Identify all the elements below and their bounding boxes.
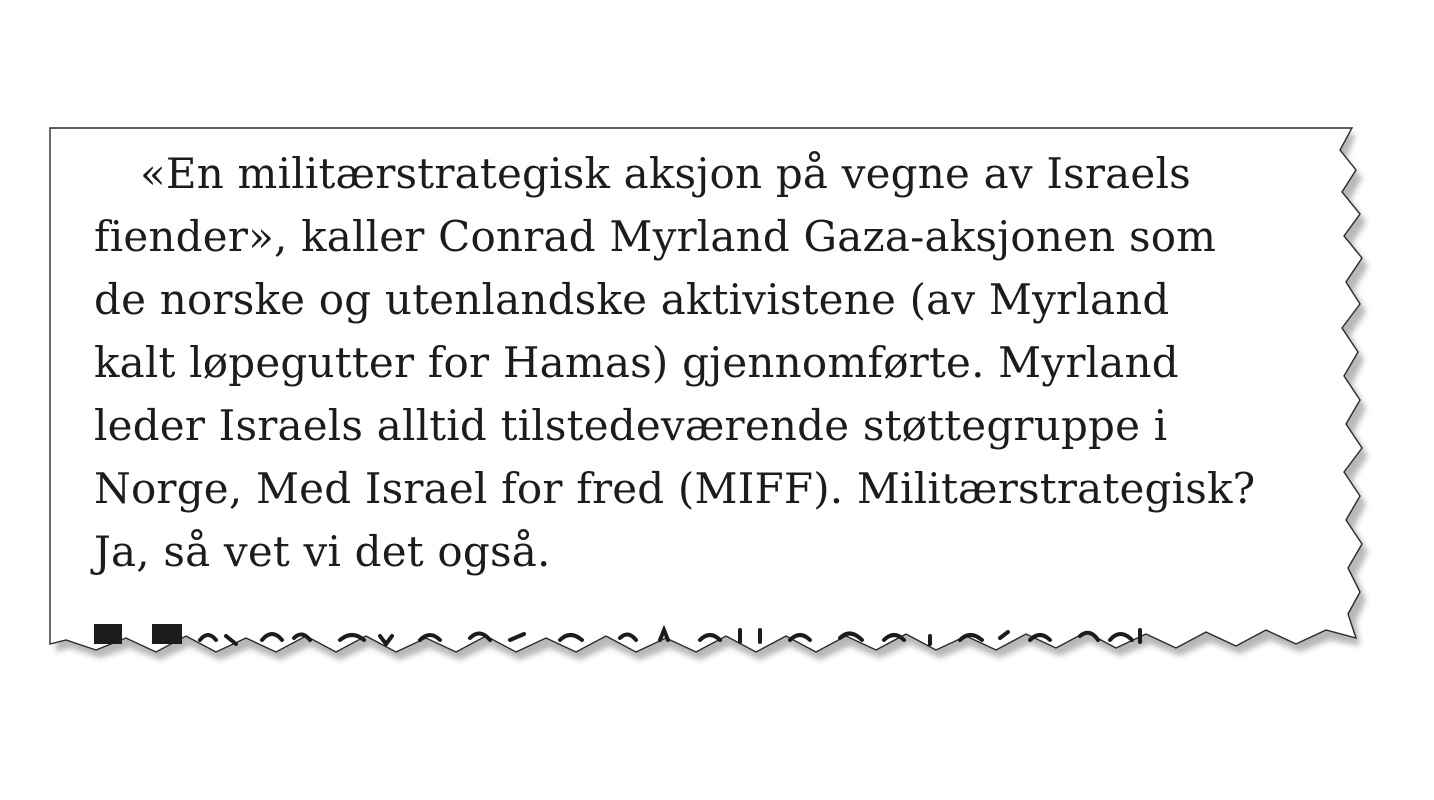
article-line: «En militærstrategisk aksjon på vegne av Israels	[140, 149, 1191, 198]
article-line: fiender», kaller Conrad Myrland Gaza-aksjonen som	[94, 212, 1217, 261]
article-paragraph	[94, 142, 1334, 583]
article-line: de norske og utenlandske aktivistene (av Myrland	[94, 275, 1170, 324]
article-line: Norge, Med Israel for fred (MIFF). Militærstrategisk?	[94, 464, 1256, 513]
article-line: leder Israels alltid tilstedeværende støttegruppe i	[94, 401, 1168, 450]
paragraph-marker-square-2	[152, 624, 182, 644]
paragraph-marker-square-1	[94, 624, 122, 644]
article-line: kalt løpegutter for Hamas) gjennomførte. Myrland	[94, 338, 1179, 387]
article-line: Ja, så vet vi det også.	[94, 527, 551, 576]
